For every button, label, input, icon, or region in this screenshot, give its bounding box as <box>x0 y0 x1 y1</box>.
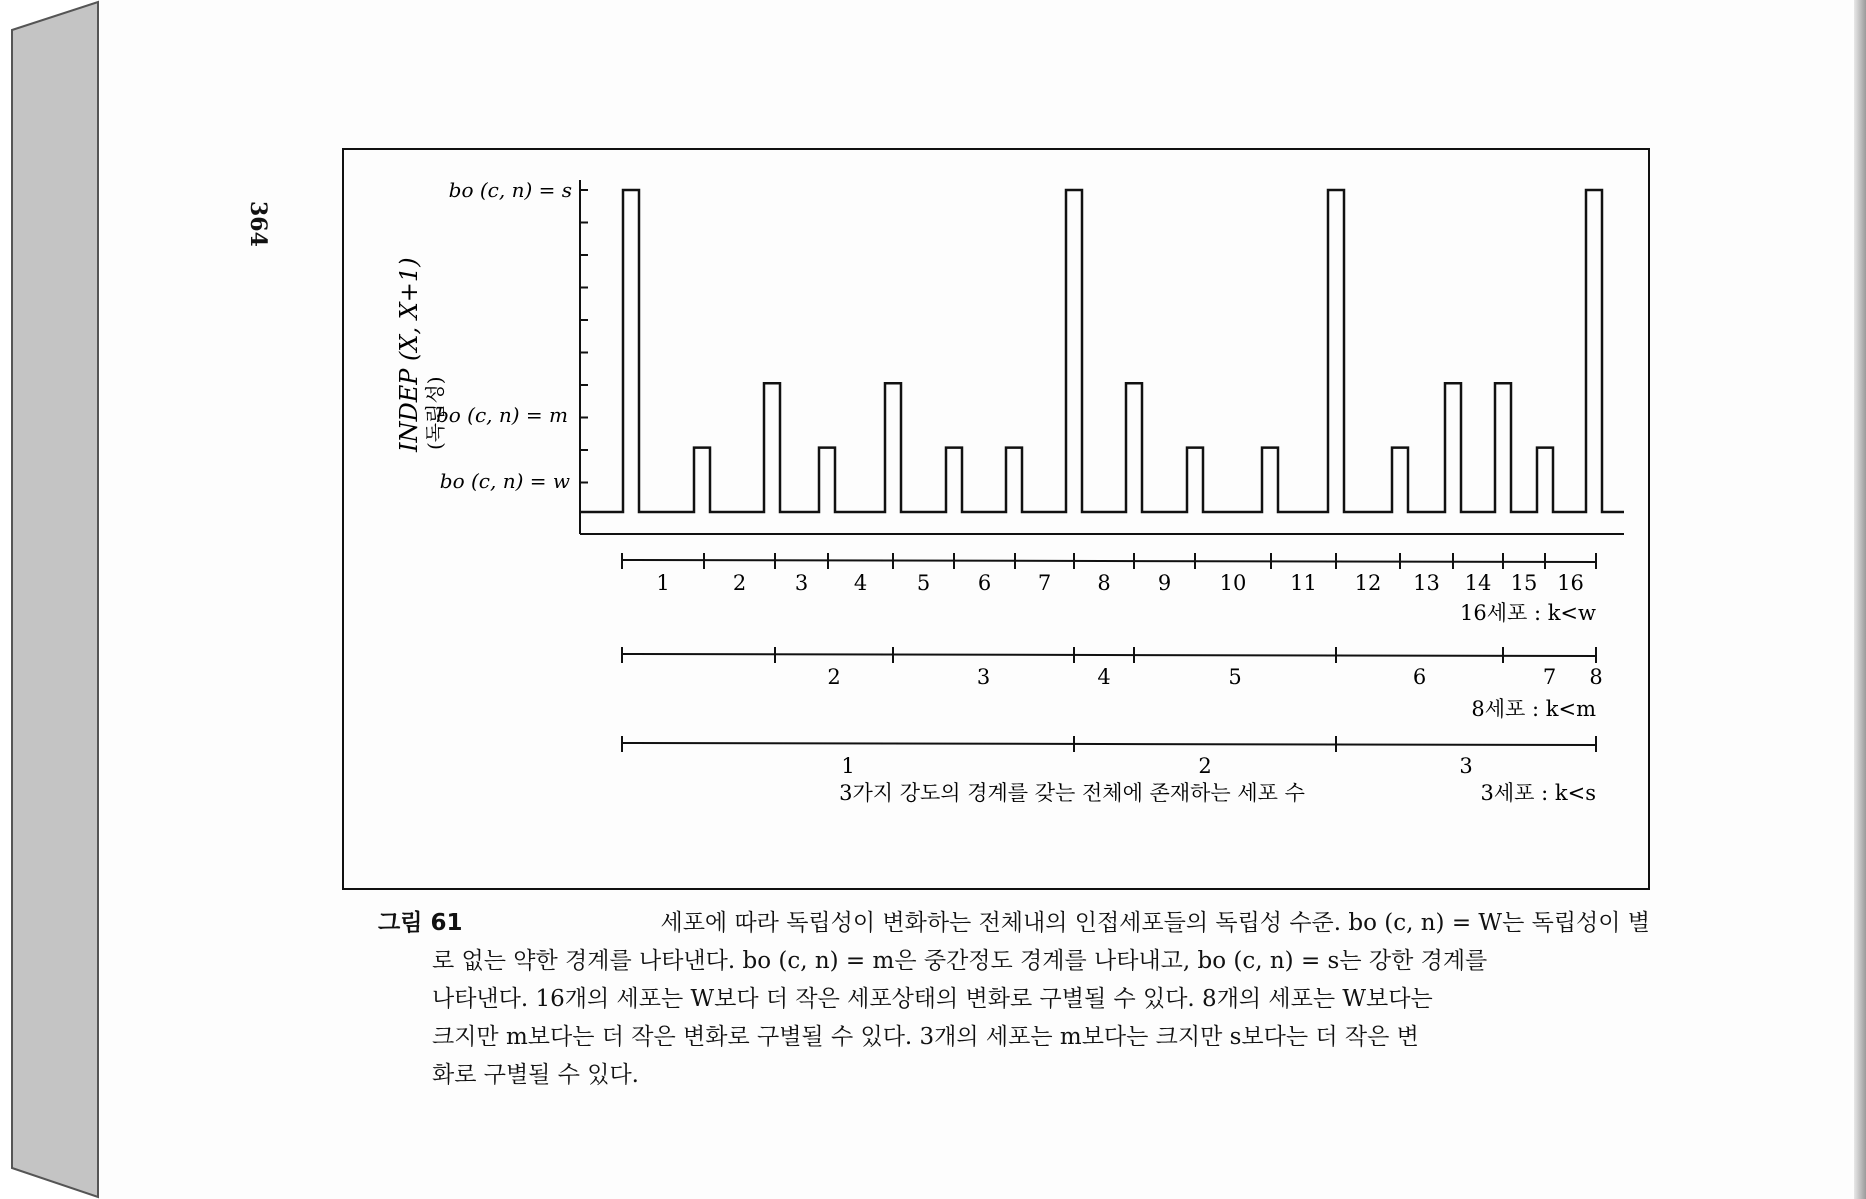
y-axis-label: INDEP (X, X+1) <box>395 257 423 452</box>
caption-label: 그림 61 <box>378 910 463 936</box>
segment-label: 3 <box>1459 754 1473 778</box>
level-label-s: bo (c, n) = s <box>448 178 572 202</box>
segment-label: 14 <box>1464 571 1492 595</box>
segment-label: 1 <box>656 571 670 595</box>
pulse-w <box>1262 448 1278 512</box>
pulse-m <box>764 383 780 512</box>
segment-label: 2 <box>827 665 841 689</box>
pulse-w <box>694 448 710 512</box>
segment-label: 6 <box>977 571 992 595</box>
segment-label: 5 <box>1228 665 1242 689</box>
page-number: 364 <box>245 201 271 247</box>
caption-line-5 <box>378 1056 1650 1094</box>
segment-row-2 <box>622 647 1603 721</box>
segment-label: 8 <box>1097 571 1111 595</box>
segment-label: 4 <box>1097 665 1111 689</box>
y-axis-sublabel: (독립성) <box>423 376 447 450</box>
pulse-w <box>819 448 835 512</box>
segment-label: 1 <box>841 754 855 778</box>
segment-label: 3 <box>976 665 991 689</box>
pulse-s <box>1586 190 1602 512</box>
caption-text-4: 크지만 m보다는 더 작은 변화로 구별될 수 있다. 3개의 세포는 m보다는 크지만 s보다는 더 작은 변 <box>432 1024 1419 1050</box>
pulse-m <box>1495 383 1511 512</box>
segment-label: 12 <box>1354 571 1382 595</box>
segment-label: 7 <box>1037 571 1052 595</box>
signal-layer <box>580 190 1624 512</box>
pulse-m <box>1126 383 1142 512</box>
figure-caption <box>378 904 1650 1094</box>
segment-annotation: 3세포 : k<s <box>1480 781 1596 805</box>
pulse-s <box>623 190 639 512</box>
segment-label: 16 <box>1557 571 1584 595</box>
segment-label: 13 <box>1413 571 1440 595</box>
segment-label: 6 <box>1412 665 1427 689</box>
segment-label: 10 <box>1219 571 1247 595</box>
segment-label: 2 <box>732 571 747 595</box>
level-label-w: bo (c, n) = w <box>439 469 570 493</box>
caption-line-2 <box>378 942 1650 980</box>
segment-line <box>622 743 1596 745</box>
caption-line-3 <box>378 980 1650 1018</box>
pulse-m <box>885 383 901 512</box>
segment-label: 15 <box>1510 571 1538 595</box>
pulse-w <box>946 448 962 512</box>
segment-label: 8 <box>1589 665 1603 689</box>
segment-annotation: 8세포 : k<m <box>1471 697 1596 721</box>
segment-row-1 <box>622 553 1596 625</box>
segment-annotation: 16세포 : k<w <box>1459 601 1596 625</box>
caption-line-4 <box>378 1018 1650 1056</box>
axis-layer <box>580 180 1624 534</box>
segment-label: 4 <box>853 571 868 595</box>
independence-signal <box>580 190 1624 512</box>
segment-label: 11 <box>1290 571 1317 595</box>
caption-line-1 <box>378 904 1650 942</box>
level-label-m: bo (c, n) = m <box>435 403 568 427</box>
caption-text-3: 나타낸다. 16개의 세포는 W보다 더 작은 세포상태의 변화로 구별될 수 있다. 8개의 세포는 W보다는 <box>432 986 1433 1012</box>
pulse-w <box>1187 448 1203 512</box>
segment-label: 7 <box>1542 665 1557 689</box>
pulse-w <box>1537 448 1553 512</box>
caption-text-1: 세포에 따라 독립성이 변화하는 전체내의 인접세포들의 독립성 수준. bo (c, n) = W는 독립성이 별 <box>660 910 1650 936</box>
pulse-m <box>1445 383 1461 512</box>
segment-label: 5 <box>916 571 931 595</box>
segment-line <box>622 560 1596 562</box>
pulse-s <box>1066 190 1082 512</box>
segment-line <box>622 654 1596 656</box>
caption-text-5: 화로 구별될 수 있다. <box>432 1062 639 1088</box>
pulse-w <box>1392 448 1408 512</box>
pulse-w <box>1006 448 1022 512</box>
caption-text-2: 로 없는 약한 경계를 나타낸다. bo (c, n) = m은 중간정도 경계를 나타내고, bo (c, n) = s는 강한 경계를 <box>432 948 1488 974</box>
segment-label: 3 <box>794 571 809 595</box>
segment-rows <box>622 553 1603 805</box>
segment-label: 9 <box>1157 571 1172 595</box>
segment-label: 2 <box>1198 754 1212 778</box>
pulse-s <box>1328 190 1344 512</box>
bottom-note: 3가지 강도의 경계를 갖는 전체에 존재하는 세포 수 <box>839 781 1305 805</box>
